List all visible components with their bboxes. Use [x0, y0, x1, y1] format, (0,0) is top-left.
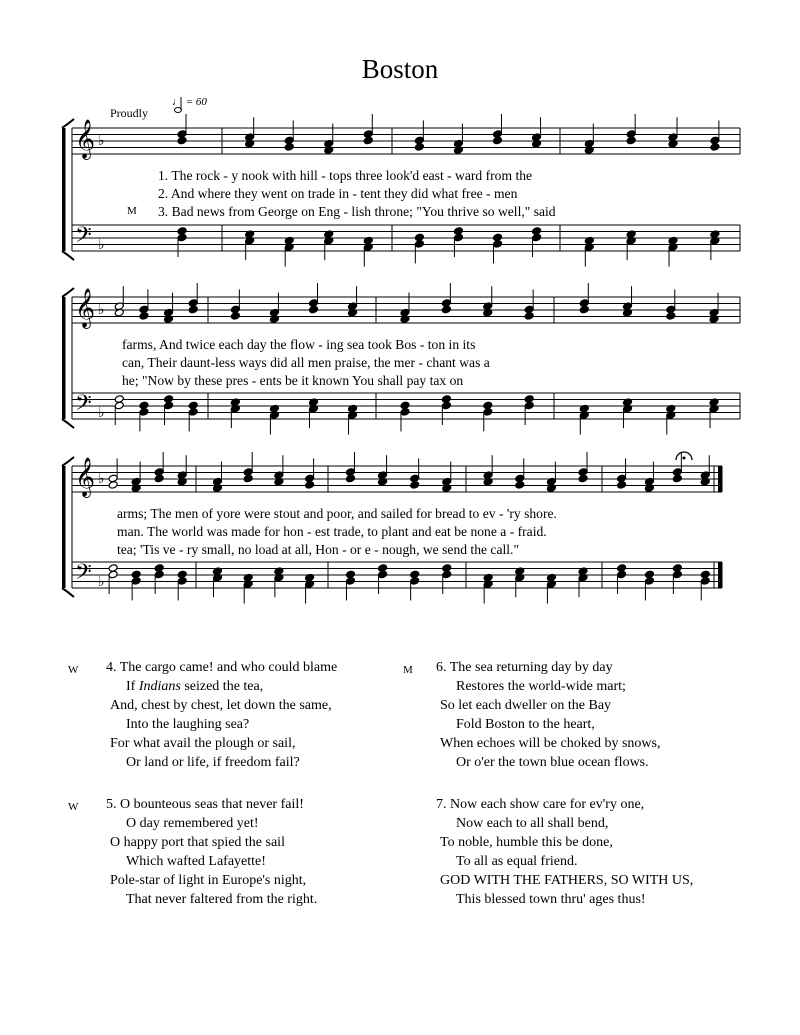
bass-clef: 𝄢 — [75, 391, 92, 421]
stanza-line: 4. The cargo came! and who could blame — [106, 660, 338, 675]
stanza-line: Fold Boston to the heart, — [456, 717, 595, 732]
note — [177, 577, 187, 586]
note — [414, 143, 424, 152]
voice-mark: M — [127, 205, 137, 217]
note — [378, 570, 388, 579]
final-barline — [718, 562, 722, 588]
note — [164, 401, 174, 410]
stanza-line: Or o'er the town blue ocean flows. — [456, 755, 649, 770]
note — [345, 474, 355, 483]
stanza-line: O day remembered yet! — [126, 816, 259, 831]
note — [108, 481, 118, 490]
stanza-line: 7. Now each show care for ev'ry one, — [436, 797, 645, 812]
tempo-note — [175, 108, 182, 113]
note — [243, 474, 253, 483]
flat-sign: ♭ — [98, 237, 105, 253]
note — [441, 401, 451, 410]
note — [284, 143, 294, 152]
note — [410, 481, 420, 490]
note — [177, 136, 187, 145]
bracket-hook — [62, 119, 74, 128]
note — [230, 312, 240, 321]
stanza-line: This blessed town thru' ages thus! — [456, 892, 646, 907]
flat-sign: ♭ — [98, 302, 105, 318]
note — [700, 577, 710, 586]
lyric-line: 2. And where they went on trade in - tent they did what free - men — [158, 186, 518, 201]
bracket-hook — [62, 251, 74, 260]
stanza-line: GOD WITH THE FATHERS, SO WITH US, — [440, 873, 694, 888]
flat-sign: ♭ — [98, 133, 105, 149]
system-bracket — [62, 466, 66, 588]
note — [309, 305, 319, 314]
flat-sign: ♭ — [98, 405, 105, 421]
bass-clef: 𝄢 — [75, 223, 92, 253]
note — [305, 481, 315, 490]
bracket-hook — [62, 588, 74, 597]
bracket-hook — [62, 419, 74, 428]
voice-mark: M — [403, 664, 413, 676]
fermata-dot — [683, 457, 686, 460]
metronome-marking: ♩ = 60 — [172, 96, 207, 108]
final-barline — [718, 466, 722, 492]
stanza-line: So let each dweller on the Bay — [440, 698, 612, 713]
note — [442, 570, 452, 579]
voice-mark: W — [68, 664, 79, 676]
voice-mark: W — [68, 801, 79, 813]
note — [672, 474, 682, 483]
lyric-line: farms, And twice each day the flow - ing sea took Bos - ton in its — [122, 337, 476, 352]
system-bracket — [62, 297, 66, 419]
note — [410, 577, 420, 586]
note — [515, 481, 525, 490]
stanza-line: When echoes will be choked by snows, — [440, 736, 661, 751]
stanza-line: Restores the world-wide mart; — [456, 679, 626, 694]
treble-clef: 𝄞 — [75, 457, 96, 497]
note — [188, 305, 198, 314]
stanza-line: To all as equal friend. — [456, 854, 578, 869]
note — [710, 143, 720, 152]
note — [672, 570, 682, 579]
note — [345, 577, 355, 586]
lyric-line: can, Their daunt-less ways did all men praise, the mer - chant was a — [122, 355, 490, 370]
stanza-line: For what avail the plough or sail, — [110, 736, 296, 751]
stanza-line: 5. O bounteous seas that never fail! — [106, 797, 304, 812]
bracket-hook — [62, 457, 74, 466]
note — [177, 233, 187, 242]
note — [139, 408, 149, 417]
stanza-line: If Indians seized the tea, — [126, 679, 264, 694]
lyric-line: he; "Now by these pres - ents be it known You shall pay tax on — [122, 373, 464, 388]
note — [131, 577, 141, 586]
note — [414, 240, 424, 249]
note — [578, 474, 588, 483]
treble-clef: 𝄞 — [75, 288, 96, 328]
note — [400, 408, 410, 417]
lyric-line: 3. Bad news from George on Eng - lish throne; "You thrive so well," said — [158, 204, 556, 219]
lyric-line: man. The world was made for hon - est trade, to plant and eat be none a - fraid. — [117, 524, 547, 539]
note — [154, 474, 164, 483]
lyric-line: arms; The men of yore were stout and poor, and sailed for bread to ev - 'ry shore. — [117, 506, 557, 521]
note — [644, 577, 654, 586]
flat-sign: ♭ — [98, 471, 105, 487]
system-bracket — [62, 128, 66, 251]
note — [524, 312, 534, 321]
stanza-line: Or land or life, if freedom fail? — [126, 755, 300, 770]
stanza-line: Pole-star of light in Europe's night, — [110, 873, 307, 888]
flat-sign: ♭ — [98, 574, 105, 590]
lyric-line: tea; 'Tis ve - ry small, no load at all, Hon - or e - nough, we send the call." — [117, 542, 520, 557]
tempo-marking: Proudly — [110, 106, 149, 120]
stanza-line: Into the laughing sea? — [126, 717, 250, 732]
stanza-line: Now each to all shall bend, — [456, 816, 609, 831]
stanza-line: To noble, humble this be done, — [440, 835, 613, 850]
note — [579, 305, 589, 314]
note — [139, 312, 149, 321]
stanza-line: And, chest by chest, let down the same, — [110, 698, 332, 713]
note — [617, 570, 627, 579]
note — [524, 401, 534, 410]
note — [493, 136, 503, 145]
page-title: Boston — [361, 54, 439, 84]
note — [154, 570, 164, 579]
note — [483, 408, 493, 417]
note — [666, 312, 676, 321]
lyric-line: 1. The rock - y nook with hill - tops three look'd east - ward from the — [158, 168, 533, 183]
stanza-line: 6. The sea returning day by day — [436, 660, 613, 675]
bass-clef: 𝄢 — [75, 560, 92, 590]
note — [532, 233, 542, 242]
note — [441, 305, 451, 314]
note — [453, 233, 463, 242]
bracket-hook — [62, 288, 74, 297]
note — [363, 136, 373, 145]
note — [617, 481, 627, 490]
note — [626, 136, 636, 145]
note — [188, 408, 198, 417]
note — [108, 570, 118, 579]
note — [114, 401, 124, 410]
stanza-line: That never faltered from the right. — [126, 892, 318, 907]
note — [493, 240, 503, 249]
treble-clef: 𝄞 — [75, 119, 96, 159]
stanza-line: O happy port that spied the sail — [110, 835, 285, 850]
stanza-line: Which wafted Lafayette! — [126, 854, 266, 869]
